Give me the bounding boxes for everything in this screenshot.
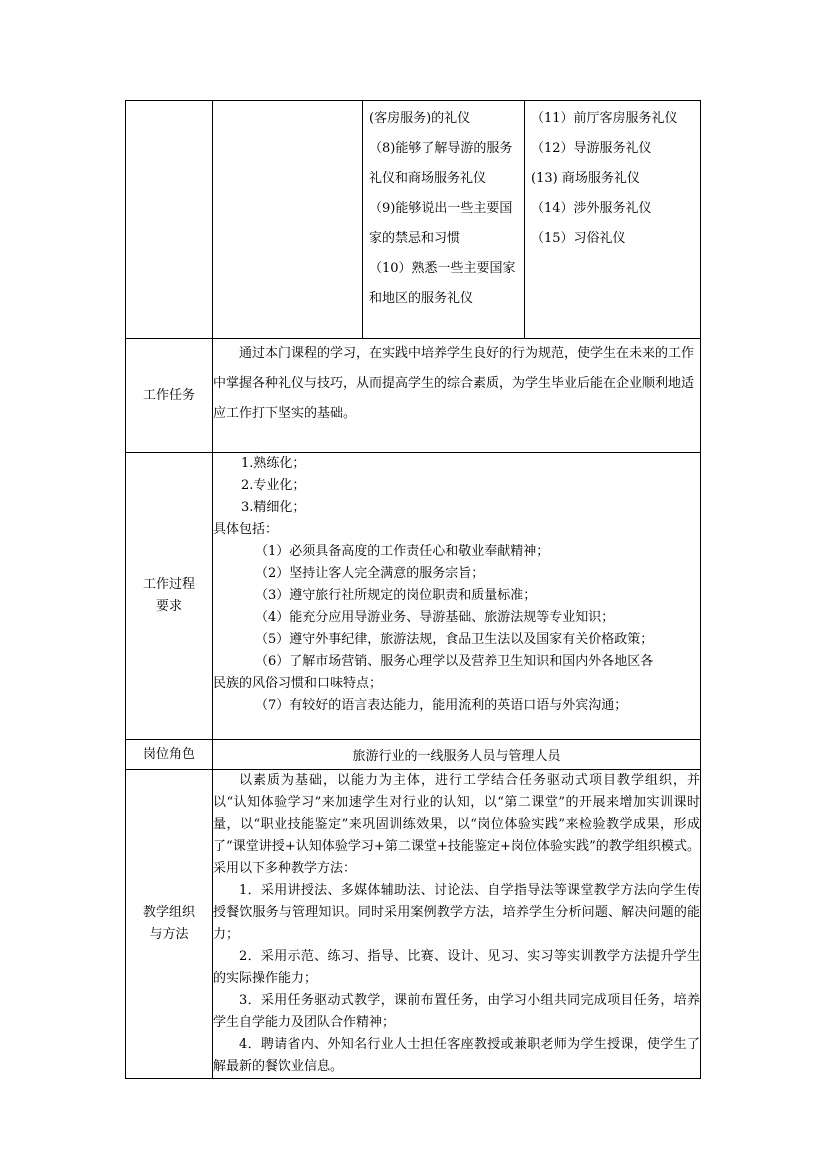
- role-row: [126, 740, 701, 770]
- process-label-line: 要求: [155, 599, 182, 614]
- work-task-row: [126, 339, 701, 453]
- process-row: [126, 453, 701, 740]
- role-text: 旅游行业的一线服务人员与管理人员: [213, 740, 701, 770]
- method-paragraph: 以素质为基础，以能力为主体，进行工学结合任务驱动式项目教学组织，并以“认知体验学习”来加速学生对行业的认知，以“第二课堂”的开展来增加实训课时量，以“职业技能鉴定”来巩固训练效果，以“岗位体验实践”来检验教学成果，形成了“课堂讲授+认知体验学习+第二课堂+技能鉴定+岗位体验实践”的教学组织模式。采用以下多种教学方法：: [213, 773, 700, 876]
- work-task-paragraph: 通过本门课程的学习，在实践中培养学生良好的行为规范，使学生在未来的工作中掌握各种礼仪与技巧，从而提高学生的综合素质，为学生毕业后能在企业顺利地适应工作打下坚实的基础。: [213, 346, 695, 421]
- empty-cell: [213, 101, 363, 339]
- course-table: [125, 100, 701, 1079]
- work-task-text: [213, 339, 701, 453]
- role-label: 岗位角色: [126, 740, 213, 770]
- objectives-row: [126, 101, 701, 339]
- method-text: [213, 770, 701, 1079]
- contents-cell: [525, 101, 701, 339]
- objective-line: （9)能够说出一些主要国家的禁忌和习惯: [369, 201, 513, 246]
- content-line: （12）导游服务礼仪: [531, 141, 652, 156]
- empty-label-cell: [126, 101, 213, 339]
- method-label: [126, 770, 213, 1079]
- method-row: [126, 770, 701, 1079]
- work-task-label: 工作任务: [126, 339, 213, 453]
- process-label: [126, 453, 213, 740]
- method-label-line: 与方法: [149, 927, 189, 942]
- process-item: 2.专业化；: [241, 478, 306, 493]
- method-paragraph: 3．采用任务驱动式教学，课前布置任务，由学习小组共同完成项目任务，培养学生自学能力及团队合作精神；: [213, 993, 700, 1030]
- process-detail: 民族的风俗习惯和口味特点；: [213, 676, 383, 691]
- method-paragraph: 4．聘请省内、外知名行业人士担任客座教授或兼职老师为学生授课，使学生了解最新的餐饮业信息。: [213, 1037, 700, 1074]
- process-label-line: 工作过程: [142, 577, 195, 592]
- process-detail: （1）必须具备高度的工作责任心和敬业奉献精神；: [255, 544, 550, 559]
- objective-line: （8)能够了解导游的服务礼仪和商场服务礼仪: [369, 141, 513, 186]
- process-item: 1.熟练化；: [241, 456, 306, 471]
- process-detail: （4）能充分应用导游业务、导游基础、旅游法规等专业知识；: [255, 610, 615, 625]
- process-detail: （3）遵守旅行社所规定的岗位职责和质量标准；: [255, 588, 537, 603]
- process-intro: 具体包括：: [213, 522, 279, 537]
- process-detail: （7）有较好的语言表达能力，能用流利的英语口语与外宾沟通；: [255, 698, 628, 713]
- objective-line: （10）熟悉一些主要国家和地区的服务礼仪: [369, 261, 516, 306]
- process-detail: （2）坚持让客人完全满意的服务宗旨；: [255, 566, 485, 581]
- method-paragraph: 2．采用示范、练习、指导、比赛、设计、见习、实习等实训教学方法提升学生的实际操作能力；: [213, 949, 700, 986]
- process-item: 3.精细化；: [241, 500, 306, 515]
- process-text: [213, 453, 701, 740]
- content-line: （11）前厅客房服务礼仪: [531, 111, 678, 126]
- method-label-line: 教学组织: [142, 905, 195, 920]
- process-detail: （6）了解市场营销、服务心理学以及营养卫生知识和国内外各地区各: [255, 654, 654, 669]
- objective-line: (客房服务)的礼仪: [369, 111, 471, 126]
- process-detail: （5）遵守外事纪律，旅游法规，食品卫生法以及国家有关价格政策；: [255, 632, 654, 647]
- content-line: （14）涉外服务礼仪: [531, 201, 652, 216]
- content-line: (13) 商场服务礼仪: [531, 171, 640, 186]
- method-paragraph: 1．采用讲授法、多媒体辅助法、讨论法、自学指导法等课堂教学方法向学生传授餐饮服务与管理知识。同时采用案例教学方法，培养学生分析问题、解决问题的能力；: [213, 883, 700, 942]
- content-line: （15）习俗礼仪: [531, 231, 626, 246]
- objectives-cell: [363, 101, 525, 339]
